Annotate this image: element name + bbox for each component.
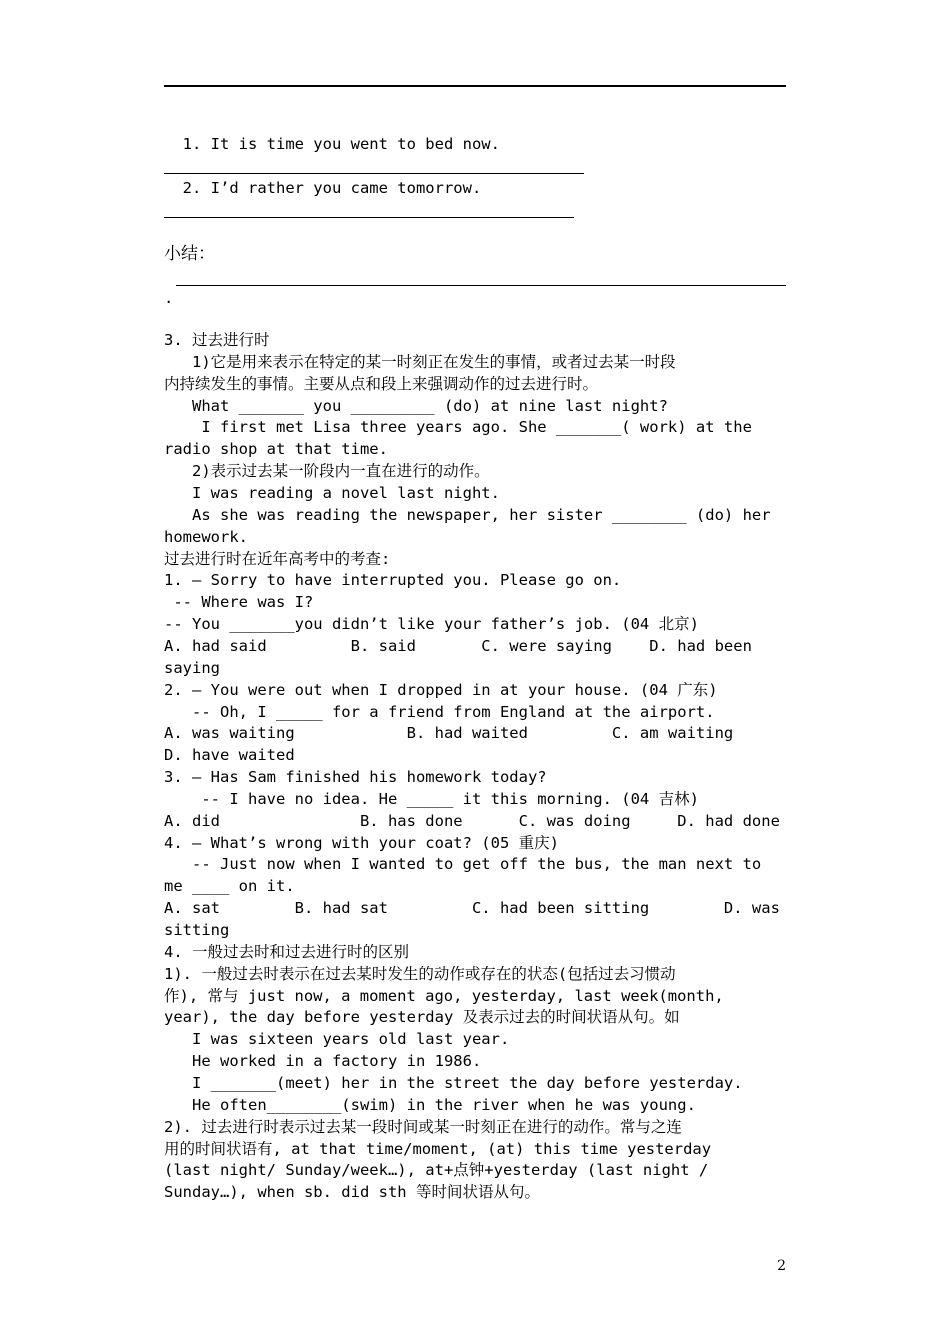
answer-line-1 — [164, 173, 584, 174]
text-line: -- You _______you didn’t like your father’s job. (04 北京) — [164, 615, 699, 633]
text-line: 内持续发生的事情。主要从点和段上来强调动作的过去进行时。 — [164, 374, 599, 393]
text-line: sitting — [164, 921, 230, 939]
text-line: year), the day before yesterday 及表示过去的时间状语从句。如 — [164, 1008, 680, 1027]
text-line: -- Where was I? — [164, 593, 314, 612]
text-line: 4. 一般过去时和过去进行时的区别 — [164, 942, 409, 961]
text-line: -- Oh, I _____ for a friend from England at the airport. — [164, 702, 715, 721]
summary-label: 小结： — [164, 244, 215, 264]
text-line: -- I have no idea. He _____ it this morning. (04 吉林) — [164, 789, 699, 808]
text-line: 3. 过去进行时 — [164, 331, 270, 349]
text-line: 用的时间状语有, at that time/moment, (at) this time yesterday — [164, 1139, 712, 1158]
header-rule — [164, 85, 786, 87]
text-line: 3. – Has Sam finished his homework today? — [164, 768, 547, 786]
text-line: A. did B. has done C. was doing D. had done — [164, 811, 780, 830]
page-number: 2 — [777, 1258, 786, 1274]
translation-item-2: 2. I’d rather you came tomorrow. — [164, 179, 482, 197]
text-line: 1. – Sorry to have interrupted you. Please go on. — [164, 571, 622, 590]
text-line: 2). 过去进行时表示过去某一段时间或某一时刻正在进行的动作。常与之连 — [164, 1117, 682, 1136]
text-line: I _______(meet) her in the street the day before yesterday. — [164, 1073, 743, 1092]
answer-line-2 — [164, 217, 574, 218]
text-line: 2. – You were out when I dropped in at your house. (04 广东) — [164, 680, 718, 699]
text-line: A. sat B. had sat C. had been sitting D. was — [164, 899, 780, 918]
text-line: As she was reading the newspaper, her sister ________ (do) her — [164, 505, 771, 524]
summary-answer-line — [176, 285, 786, 286]
summary-dot: . — [164, 289, 174, 307]
text-line: I first met Lisa three years ago. She _______( work) at the — [164, 418, 752, 437]
text-line: (last night/ Sunday/week…), at+点钟+yesterday (last night / — [164, 1161, 709, 1180]
text-line: Sunday…), when sb. did sth 等时间状语从句。 — [164, 1183, 540, 1202]
text-line: radio shop at that time. — [164, 440, 388, 459]
text-line: A. had said B. said C. were saying D. had been — [164, 636, 752, 655]
text-line: 作), 常与 just now, a moment ago, yesterday, last week(month, — [164, 986, 724, 1005]
text-line: 1). 一般过去时表示在过去某时发生的动作或存在的状态(包括过去习惯动 — [164, 964, 676, 983]
text-line: He often________(swim) in the river when he was young. — [164, 1095, 696, 1114]
text-line: 4. – What’s wrong with your coat? (05 重庆) — [164, 833, 559, 852]
text-line: 过去进行时在近年高考中的考查: — [164, 549, 391, 568]
text-line: 2)表示过去某一阶段内一直在进行的动作。 — [164, 462, 490, 481]
text-line: I was sixteen years old last year. — [164, 1030, 510, 1049]
text-line: 1)它是用来表示在特定的某一时刻正在发生的事情，或者过去某一时段 — [164, 352, 676, 371]
text-line: homework. — [164, 527, 248, 546]
text-line: I was reading a novel last night. — [164, 484, 500, 502]
text-line: -- Just now when I wanted to get off the bus, the man next to — [164, 855, 762, 874]
text-line: A. was waiting B. had waited C. am waiting — [164, 724, 734, 743]
text-line: What _______ you _________ (do) at nine last night? — [164, 396, 668, 415]
text-line: saying — [164, 658, 220, 677]
text-line: me ____ on it. — [164, 877, 295, 896]
text-line: D. have waited — [164, 746, 295, 765]
translation-item-1: 1. It is time you went to bed now. — [164, 135, 500, 153]
text-line: He worked in a factory in 1986. — [164, 1052, 482, 1071]
